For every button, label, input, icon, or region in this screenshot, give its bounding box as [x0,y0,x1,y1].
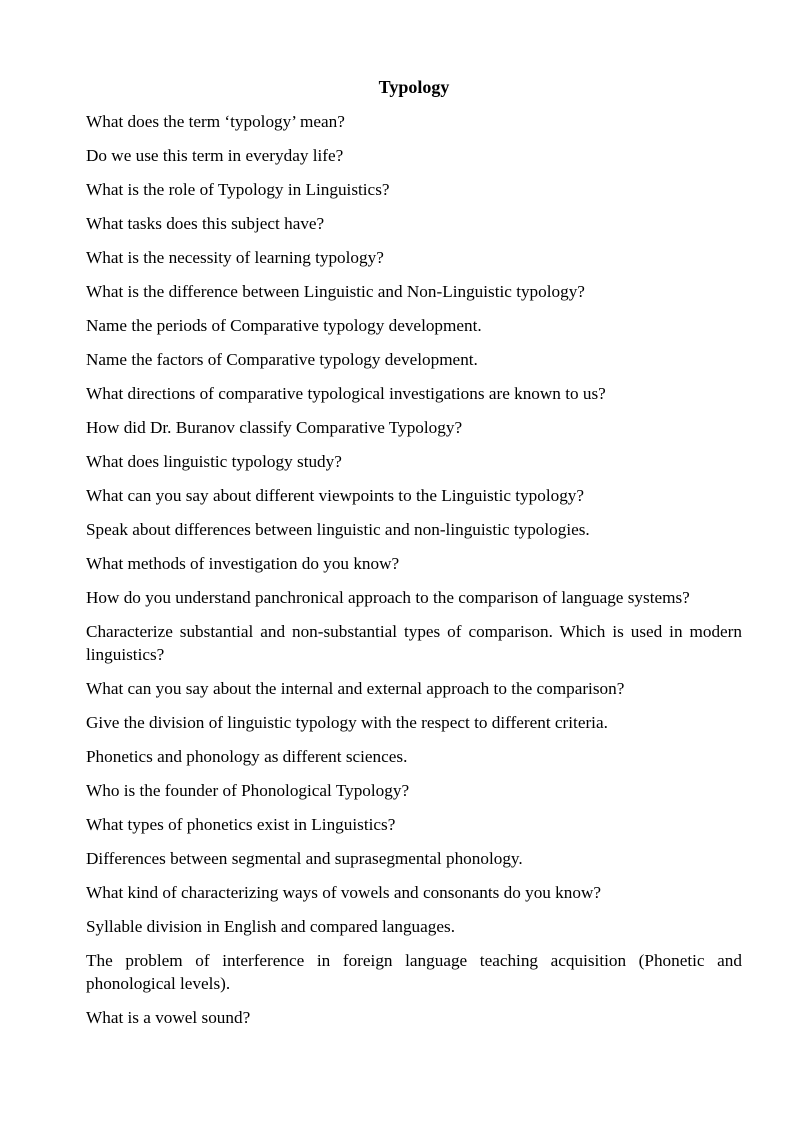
question-item: What types of phonetics exist in Linguistics? [86,815,396,834]
question-item: What is the difference between Linguistic and Non-Linguistic typology? [86,282,585,301]
question-list [86,110,742,1029]
document-title: Typology [378,77,450,97]
question-item: The problem of interference in foreign language teaching acquisition (Phonetic and phonological levels). [86,951,742,993]
question-item: What directions of comparative typological investigations are known to us? [86,384,606,403]
question-item: What can you say about different viewpoints to the Linguistic typology? [86,486,585,505]
question-item: Differences between segmental and suprasegmental phonology. [86,849,523,868]
question-item: Who is the founder of Phonological Typology? [86,781,410,800]
question-item: How do you understand panchronical approach to the comparison of language systems? [86,588,690,607]
question-item: What is the role of Typology in Linguistics? [86,180,390,199]
question-item: What does the term ‘typology’ mean? [86,112,345,131]
question-item: Give the division of linguistic typology with the respect to different criteria. [86,713,608,732]
question-item: What kind of characterizing ways of vowels and consonants do you know? [86,883,602,902]
question-item: Name the periods of Comparative typology development. [86,316,482,335]
question-item: What methods of investigation do you know? [86,554,400,573]
question-item: Speak about differences between linguistic and non-linguistic typologies. [86,520,590,539]
question-item: What is the necessity of learning typology? [86,248,384,267]
question-item: What tasks does this subject have? [86,214,325,233]
document-content [86,76,742,1040]
question-item: Characterize substantial and non-substantial types of comparison. Which is used in modern linguistics? [86,622,742,664]
question-item: What can you say about the internal and external approach to the comparison? [86,679,625,698]
question-item: Name the factors of Comparative typology development. [86,350,478,369]
question-item: Syllable division in English and compared languages. [86,917,455,936]
question-item: How did Dr. Buranov classify Comparative Typology? [86,418,463,437]
question-item: Phonetics and phonology as different sciences. [86,747,408,766]
question-item: What is a vowel sound? [86,1008,251,1027]
question-item: Do we use this term in everyday life? [86,146,344,165]
question-item: What does linguistic typology study? [86,452,342,471]
